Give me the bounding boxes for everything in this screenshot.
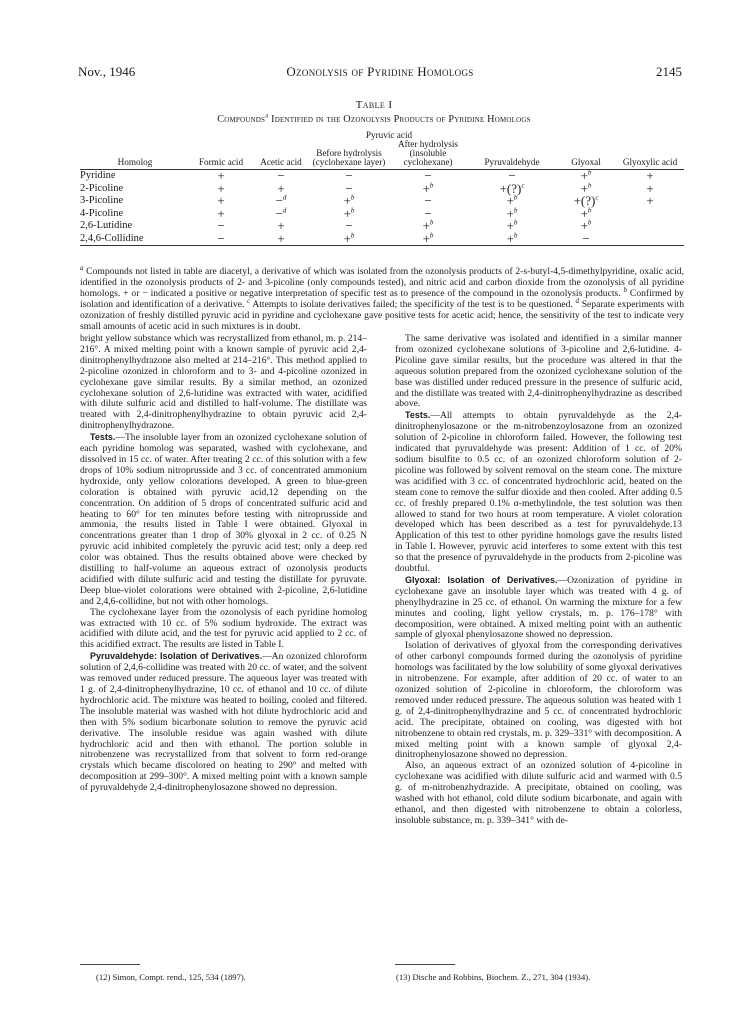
homolog-name: 4-Picoline — [80, 207, 124, 219]
homolog-name: 2,6-Lutidine — [80, 220, 133, 232]
table-cell: +$^b$ — [580, 180, 592, 196]
table-title-start: Compounds — [217, 114, 266, 125]
table-cell: + — [217, 193, 225, 209]
left-column — [80, 334, 367, 794]
table-cell: − — [277, 168, 285, 184]
footnote-rule — [395, 964, 455, 965]
table-cell: + — [277, 180, 285, 196]
table-cell: − — [345, 168, 353, 184]
table-cell: +$^b$ — [580, 205, 592, 221]
table-title-footnote-mark: a — [265, 111, 269, 120]
homolog-name: Pyridine — [80, 170, 116, 182]
table-cell: + — [277, 218, 285, 234]
paragraph: Tests.—All attempts to obtain pyruvaldehyde as the 2,4-dinitrophenylosazone or the m-nitrobenzoylosazone from an ozonized solution of 2-picoline in chloroform failed. However, the following test indicated that pyruvaldehyde was present: Addition of 1 cc. of 20% sodium bisulfite to 0.5 cc. of an ozonized chloroform solution of 2-picoline was followed by solvent removal on the steam cone. The mixture was acidified with 3 cc. of concentrated hydrochloric acid, heated on the steam cone to remove the sulfur dioxide and then cooled. After adding 0.5 cc. of freshly prepared 0.1% α-methylindole, the test solution was then allowed to stand for two hours at room temperature. A violet coloration developed which has been described as a test for pyruvaldehyde.13 Application of this test to other pyridine homologs gave the results listed in Table I. However, pyruvic acid interferes to some extent with this test so that the presence of pyruvaldehyde in the products from 2-picoline was doubtful. — [395, 410, 682, 575]
table-title-rest: Identified in the Ozonolysis Products of Pyridine Homologs — [268, 114, 531, 125]
table-cell: +$^b$ — [506, 218, 518, 234]
table-cell: +$^b$ — [580, 168, 592, 184]
col-header-pyruvic-after: After hydrolysis (insoluble cyclohexane) — [388, 140, 468, 170]
table-title — [0, 111, 748, 125]
table-cell: − — [424, 168, 432, 184]
table-cell: +(?)$^c$ — [573, 193, 599, 209]
table-footnotes: $^a$ Compounds not listed in table are diacetyl, a derivative of which was isolated from the ozonolysis products of 2-s-butyl-4,5-dimethylpyridine, oxalic acid, identified in the ozonolysis products of 2- and 3-picoline (only compounds tested), and nitric acid and carbon dioxide from the ozonolysis of all pyridine homologs. + or − indicated a positive or negative interpretation of specific test as to presence of the compound in the ozonolysis products. $^b$ Confirmed by isolation and identification of a derivative. $^c$ Attempts to isolate derivatives failed; the specificity of the test is to be questioned. $^d$ Separate experiments with ozonization of freshly distilled pyruvic acid in pyridine and cyclohexane gave positive tests for acetic acid; hence, the sensitivity of the test to indicate very small amounts of acetic acid in such mixtures is in doubt. — [80, 263, 684, 332]
table-cell: +$^b$ — [422, 180, 434, 196]
homolog-name: 3-Picoline — [80, 195, 124, 207]
table-cell: − — [556, 233, 616, 246]
paragraph: bright yellow substance which was recrystallized from ethanol, m. p. 214–216°. A mixed melting point with a known sample of pyruvic acid 2,4-dinitrophenylhydrazone also melted at 214–216°. This method applied to 2-picoline ozonized in chloroform and to 3- and 4-picoline ozonized in cyclohexane gave similar results. By a similar method, an ozonized cyclohexane solution of 2,6-lutidine was extracted with water, acidified with dilute sulfuric acid and distilled to half-volume. The distillate was treated with 2,4-dinitrophenylhydrazine to obtain pyruvic acid 2,4-dinitrophenylhydrazone. — [80, 333, 367, 432]
table-cell: + — [646, 193, 654, 209]
table-cell: + — [646, 168, 654, 184]
compounds-table — [80, 131, 684, 246]
paragraph: Pyruvaldehyde: Isolation of Derivatives.—An ozonized chloroform solution of 2,4,6-collidine was treated with 20 cc. of water, and the solvent was removed under reduced pressure. The aqueous layer was treated with 1 g. of 2,4-dinitrophenylhydrazine, 10 cc. of ethanol and 10 cc. of dilute hydrochloric acid. The mixture was heated to boiling, cooled and filtered. The insoluble material was washed with hot dilute hydrochloric acid and then with 5% sodium bicarbonate solution to remove the pyruvic acid derivative. The insoluble residue was again washed with dilute hydrochloric acid and then with ethanol. The portion soluble in nitrobenzene was recrystallized from that solvent to form red-orange crystals which became discolored on heating to 290° and melted with decomposition at 299–300°. A mixed melting point with a known sample of pyruvaldehyde 2,4-dinitrophenylosazone showed no depression. — [80, 651, 367, 794]
right-column — [395, 334, 682, 827]
footnote-d: Separate experiments with ozonization of freshly distilled pyruvic acid in pyridine and cyclohexane gave positive tests for acetic acid; hence, the sensitivity of the test to indicate very small amounts of acetic acid in such mixtures is in doubt. — [80, 299, 684, 332]
table-cell — [616, 208, 684, 221]
col-header-formic-acid: Formic acid — [190, 140, 252, 170]
col-header-glyoxal: Glyoxal — [556, 140, 616, 170]
paragraph: Glyoxal: Isolation of Derivatives.—Ozonization of pyridine in cyclohexane gave an insoluble layer which was treated with 4 g. of phenylhydrazine in 25 cc. of ethanol. On warming the mixture for a few minutes and cooling, light yellow crystals, m. p. 176–178° with decomposition, were obtained. A mixed melting point with an authentic sample of glyoxal phenylosazone showed no depression. — [395, 574, 682, 641]
reference-12: (12) Simon, Compt. rend., 125, 534 (1897). — [96, 972, 246, 982]
footnote-b: Confirmed by isolation and identification of a derivative. — [80, 288, 684, 310]
table-cell: +$^b$ — [580, 218, 592, 234]
table-cell: +$^b$ — [388, 233, 468, 246]
col-header-acetic-acid: Acetic acid — [252, 140, 310, 170]
table-cell: +$^b$ — [310, 233, 388, 246]
table-cell: +(?)$^c$ — [499, 180, 525, 196]
table-row — [80, 170, 684, 183]
table-cell — [616, 220, 684, 233]
table-cell: − — [424, 193, 432, 209]
table-cell: + — [646, 180, 654, 196]
table-cell: +$^b$ — [343, 193, 355, 209]
running-title: Ozonolysis of Pyridine Homologs — [286, 64, 474, 79]
table-cell: + — [217, 180, 225, 196]
table-row — [80, 208, 684, 221]
col-header-pyruvaldehyde: Pyruvaldehyde — [468, 140, 556, 170]
table-cell: − — [217, 218, 225, 234]
homolog-name: 2-Picoline — [80, 182, 124, 194]
table-cell: −$^d$ — [275, 205, 287, 221]
reference-13: (13) Dische and Robbins, Biochem. Z., 271, 304 (1934). — [396, 972, 591, 982]
table-row — [80, 195, 684, 208]
table-cell: +$^b$ — [343, 205, 355, 221]
issue-date: Nov., 1946 — [78, 64, 136, 79]
table-label: Table I — [355, 99, 393, 111]
run-in-heading: Glyoxal: Isolation of Derivatives. — [405, 574, 558, 585]
table-cell: +$^b$ — [506, 205, 518, 221]
pyruvic-acid-group-header: Pyruvic acid — [365, 130, 413, 140]
table-cell: − — [345, 218, 353, 234]
table-cell: −$^d$ — [275, 193, 287, 209]
run-in-heading: Tests. — [90, 432, 116, 443]
table-cell: +$^b$ — [422, 218, 434, 234]
run-in-heading: Pyruvaldehyde: Isolation of Derivatives. — [90, 651, 263, 662]
table-cell: +$^b$ — [468, 233, 556, 246]
table-cell: + — [252, 233, 310, 246]
footnote-c: Attempts to isolate derivatives failed; the specificity of the test is to be questioned. — [252, 299, 573, 310]
running-head — [78, 64, 682, 80]
col-header-homolog: Homolog — [80, 140, 190, 170]
col-header-glyoxylic-acid: Glyoxylic acid — [616, 140, 684, 170]
paragraph: Also, an aqueous extract of an ozonized solution of 4-picoline in cyclohexane was acidified with dilute sulfuric acid and warmed with 0.5 g. of m-nitrobenzhydrazide. A precipitate, obtained on cooling, was washed with hot ethanol, cold dilute sodium bicarbonate, and again with ethanol, and then digested with nitrobenzene to obtain a colorless, insoluble substance, m. p. 339–341° with de- — [395, 760, 682, 826]
table-cell — [616, 233, 684, 246]
table-cell: − — [345, 180, 353, 196]
table-cell: + — [217, 205, 225, 221]
footnote-rule — [80, 964, 140, 965]
run-in-heading: Tests. — [405, 410, 431, 421]
table-row — [80, 220, 684, 233]
paragraph: Isolation of derivatives of glyoxal from the corresponding derivatives of other carbonyl compounds formed during the ozonolysis of pyridine homologs was facilitated by the low solubility of some glyoxal derivatives in nitrobenzene. For example, after addition of 20 cc. of water to an ozonized solution of 2-picoline in chloroform, the chloroform was removed under reduced pressure. The aqueous solution was heated with 1 g. of 2,4-dinitrophenylhydrazine and 5 cc. of concentrated hydrochloric acid. The precipitate, obtained on cooling, was digested with hot nitrobenzene to obtain red crystals, m. p. 329–331° with decomposition. A mixed melting point with a known sample of glyoxal 2,4-dinitrophenylosazone showed no depression. — [395, 640, 682, 761]
table-cell: +$^b$ — [506, 193, 518, 209]
footnote-a: Compounds not listed in table are diacetyl, a derivative of which was isolated from the ozonolysis products of 2-s-butyl-4,5-dimethylpyridine, oxalic acid, identified in the ozonolysis products of 2- and 3-picoline (only compounds tested), and nitric acid and carbon dioxide from the ozonolysis of all pyridine homologs. + or − indicated a positive or negative interpretation of specific test as to presence of the compound in the ozonolysis products. — [80, 266, 684, 299]
page-number: 2145 — [656, 64, 682, 79]
table-cell: − — [190, 233, 252, 246]
table-cell: − — [508, 168, 516, 184]
paragraph: Tests.—The insoluble layer from an ozonized cyclohexane solution of each pyridine homolog was separated, washed with cyclohexane, and dissolved in 15 cc. of water. After treating 2 cc. of this solution with a few drops of 10% sodium nitroprusside and 3 cc. of concentrated ammonium hydroxide, only yellow colorations developed. A green to blue-green coloration is obtained with pyruvic acid,12 depending on the concentration. On addition of 5 drops of concentrated sulfuric acid and heating to 60° for ten minutes before testing with nitroprusside and ammonia, the results listed in Table I were obtained. Glyoxal in concentrations greater than 1 drop of 30% glyoxal in 2 cc. of 0.25 N pyruvic acid inhibited completely the pyruvic acid test; only a deep red color was obtained. Thus the results obtained above were checked by distilling to half-volume an aqueous extract of ozonolysis products acidified with dilute sulfuric acid and testing the distillate for pyruvate. Deep blue-violet colorations were obtained with 2-picoline, 2,6-lutidine and 2,4,6-collidine, but not with other homologs. — [80, 432, 367, 607]
table-row — [80, 233, 684, 246]
table-cell: + — [217, 168, 225, 184]
col-header-pyruvic-before: Before hydrolysis (cyclohexane layer) — [310, 140, 388, 170]
paragraph: The cyclohexane layer from the ozonolysis of each pyridine homolog was extracted with 10 cc. of 5% sodium hydroxide. The extract was acidified with dilute acid, and the test for pyruvic acid applied to 2 cc. of this acidified extract. The results are listed in Table I. — [80, 606, 367, 651]
paragraph: The same derivative was isolated and identified in a similar manner from ozonized cyclohexane solutions of 3-picoline and 2,6-lutidine. 4-Picoline gave similar results, but the procedure was altered in that the aqueous solution prepared from the ozonized cyclohexane solution of the base was distilled under reduced pressure in the presence of sulfuric acid, and the distillate was treated with 2,4-dinitrophenylhydrazine as described above. — [395, 333, 682, 410]
table-cell: − — [424, 205, 432, 221]
homolog-name: 2,4,6-Collidine — [80, 233, 190, 246]
